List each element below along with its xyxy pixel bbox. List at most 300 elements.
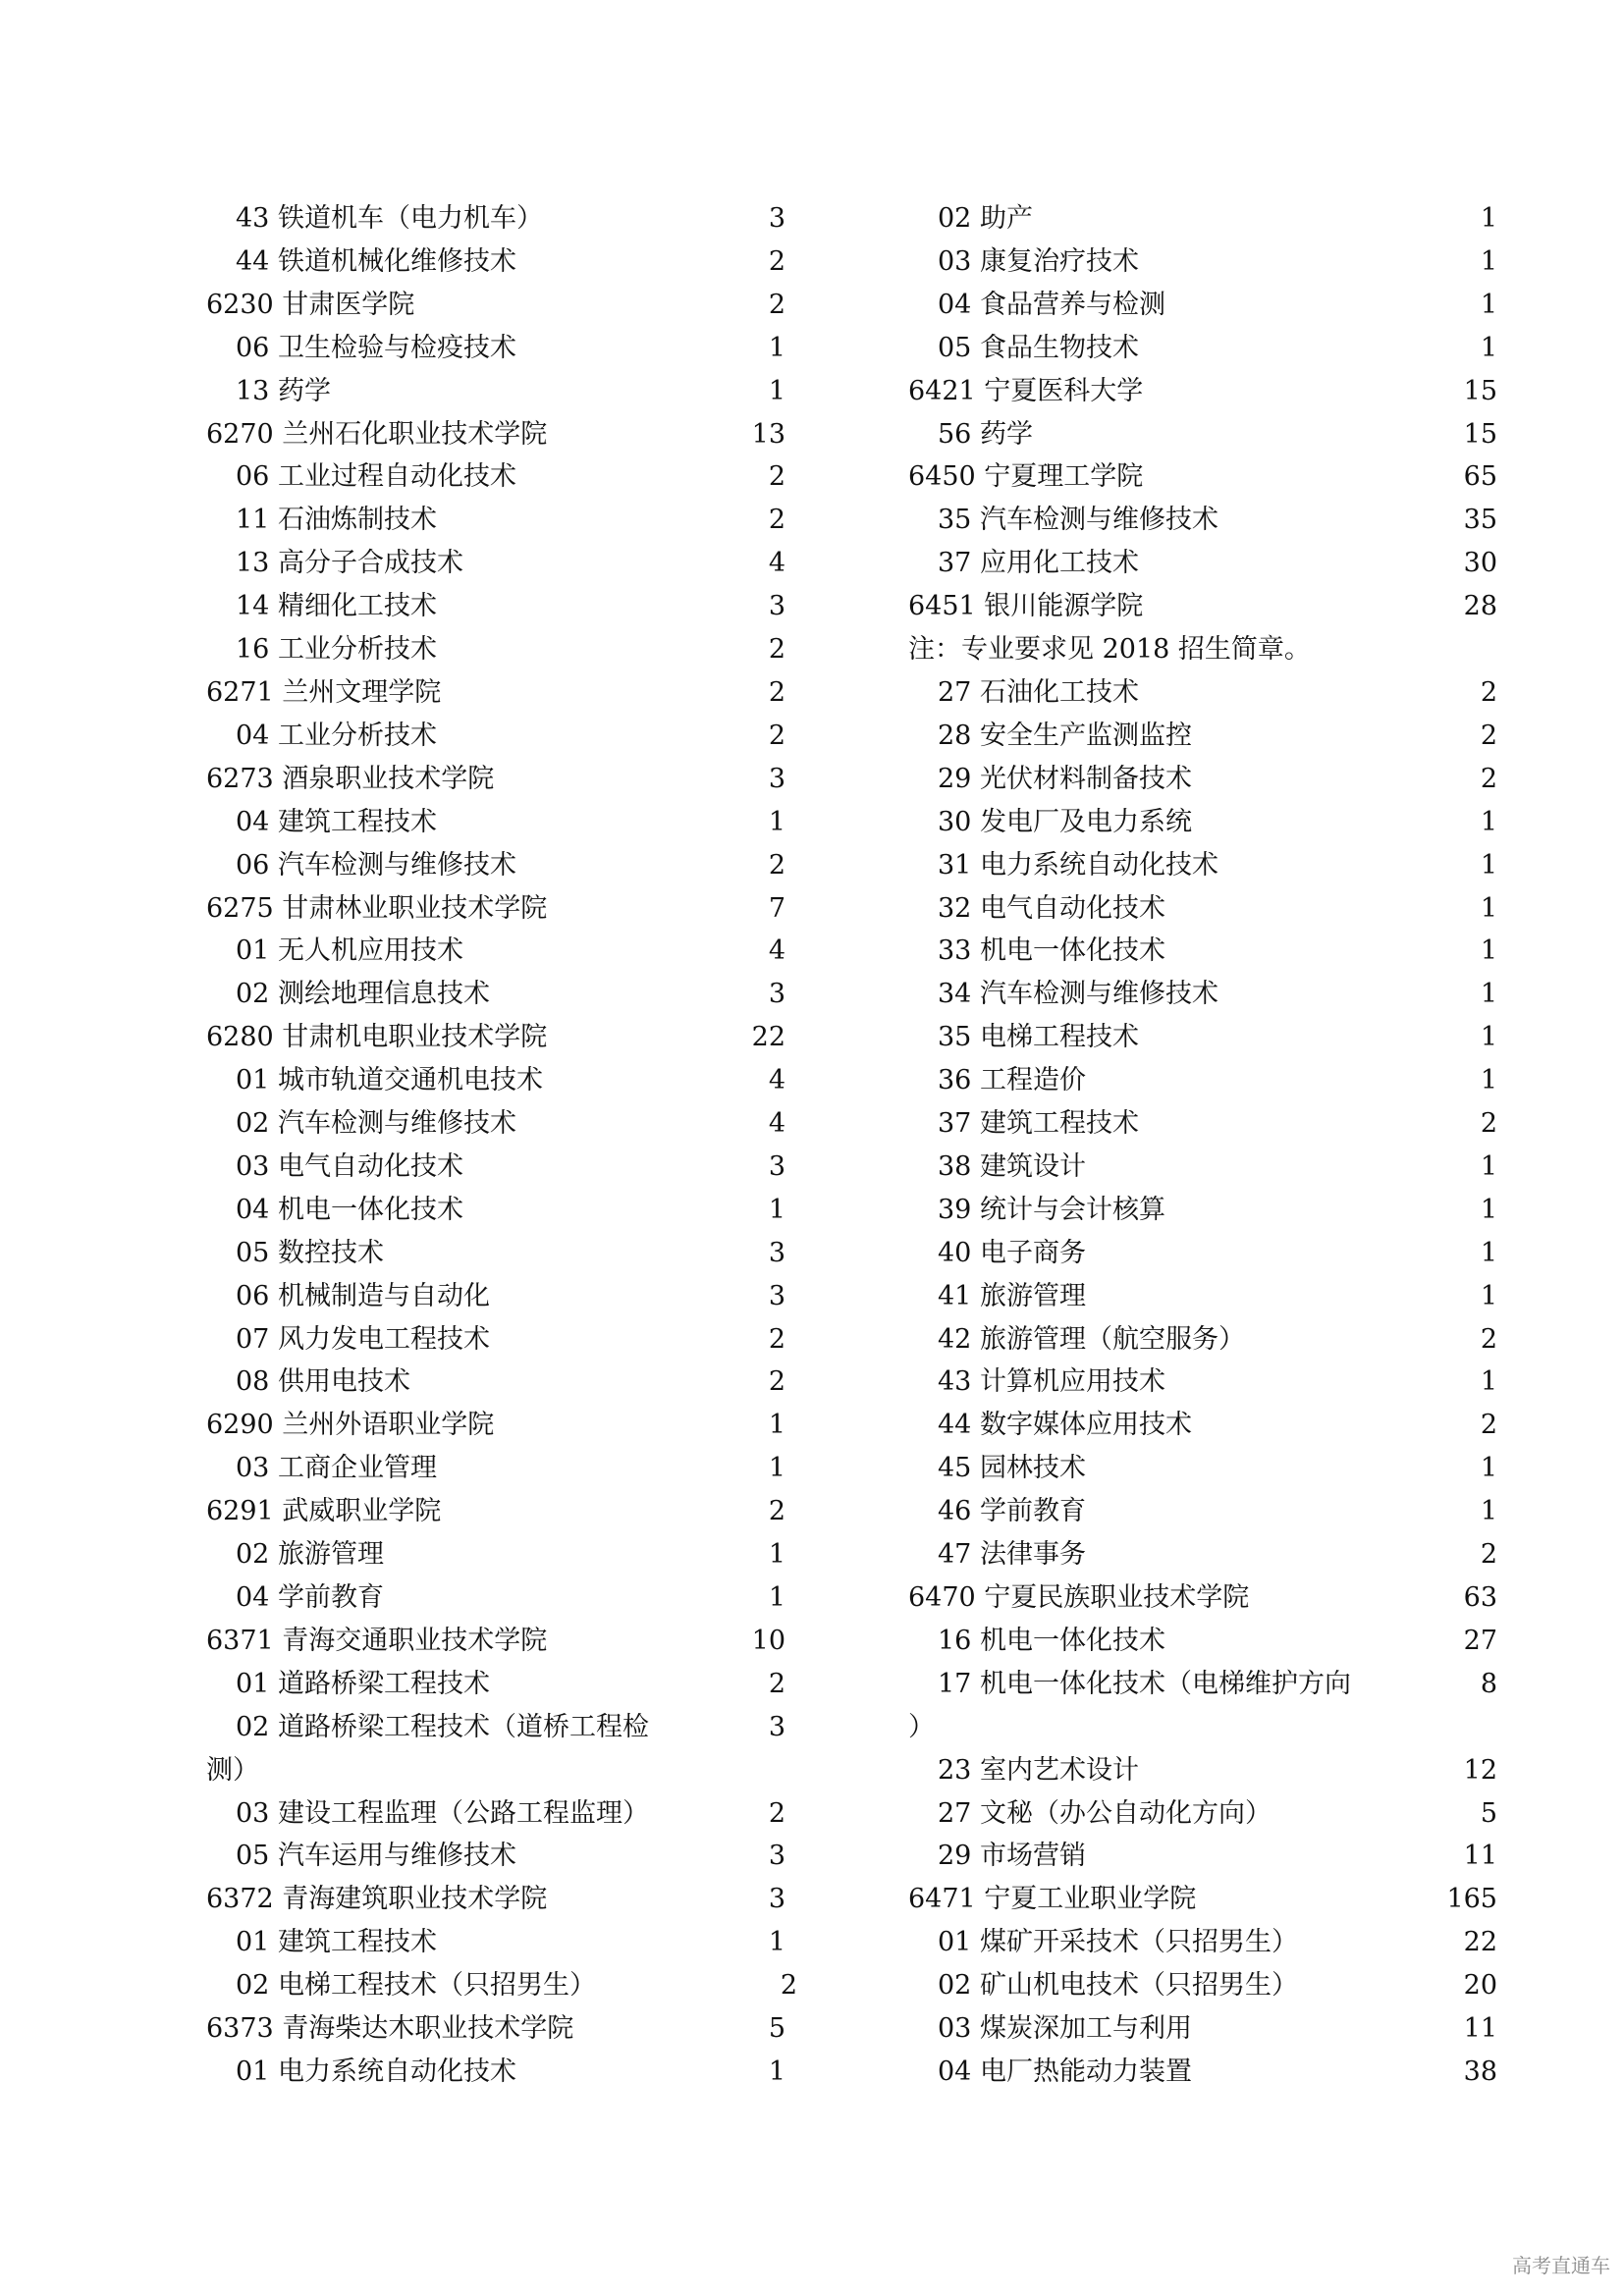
row-label <box>206 1663 717 1706</box>
row-label-line: 01 电力系统自动化技术 <box>236 2056 516 2087</box>
major-row <box>206 499 785 542</box>
institution-row <box>206 758 785 801</box>
major-row <box>206 1964 797 2007</box>
row-count: 1 <box>768 806 785 837</box>
row-label-line: 03 工商企业管理 <box>236 1453 437 1484</box>
row-label-line: 16 工业分析技术 <box>236 634 437 666</box>
row-label <box>206 1318 717 1362</box>
row-count: 27 <box>1463 1625 1497 1656</box>
row-label <box>206 197 717 240</box>
row-count: 1 <box>1480 935 1497 967</box>
row-count: 1 <box>1480 849 1497 881</box>
institution-row <box>206 284 785 327</box>
row-label-line: 23 室内艺术设计 <box>938 1754 1139 1786</box>
right-column <box>908 197 1497 2094</box>
row-label <box>908 1663 1429 1749</box>
major-row <box>206 1447 785 1490</box>
major-row <box>206 1533 785 1576</box>
row-label <box>908 1576 1429 1620</box>
major-row <box>908 1533 1497 1576</box>
row-count: 4 <box>768 935 785 967</box>
row-label-line: 41 旅游管理 <box>938 1280 1086 1311</box>
row-label <box>908 1749 1429 1792</box>
row-label-line: 6450 宁夏理工学院 <box>908 461 1144 493</box>
left-column <box>206 197 797 2094</box>
row-label <box>206 284 717 327</box>
row-count: 1 <box>1480 1065 1497 1096</box>
row-count: 2 <box>768 634 785 666</box>
row-count: 15 <box>1463 375 1497 406</box>
row-label-line: 38 建筑设计 <box>938 1150 1086 1182</box>
row-count: 1 <box>1480 1496 1497 1527</box>
row-label <box>206 240 717 284</box>
row-label <box>908 370 1429 413</box>
row-label-line: 07 风力发电工程技术 <box>236 1323 490 1355</box>
note-row <box>908 628 1497 671</box>
row-label <box>908 2051 1429 2094</box>
institution-row <box>206 1878 785 1921</box>
row-count: 1 <box>1480 1237 1497 1268</box>
row-count: 3 <box>768 591 785 622</box>
major-row <box>206 2051 785 2094</box>
major-row <box>908 1490 1497 1533</box>
major-row <box>908 542 1497 585</box>
row-count: 2 <box>768 849 785 881</box>
row-label-line: 02 助产 <box>938 203 1033 234</box>
major-row <box>908 1620 1497 1663</box>
row-label-line: 01 煤矿开采技术（只招男生） <box>938 1927 1298 1958</box>
major-row <box>908 1749 1497 1792</box>
row-label-line: 6371 青海交通职业技术学院 <box>206 1625 548 1656</box>
row-label <box>908 801 1429 844</box>
row-label <box>206 370 717 413</box>
row-count: 7 <box>768 892 785 924</box>
major-row <box>206 1275 785 1318</box>
major-row <box>206 973 785 1016</box>
row-label-line: 04 工业分析技术 <box>236 720 437 751</box>
row-label-line: 36 工程造价 <box>938 1065 1086 1096</box>
row-label-line: 04 电厂热能动力装置 <box>938 2056 1192 2087</box>
row-count: 3 <box>768 763 785 794</box>
row-label <box>206 1016 717 1059</box>
row-count: 1 <box>1480 289 1497 320</box>
row-label-line: 02 电梯工程技术（只招男生） <box>236 1970 596 2002</box>
row-label <box>908 1792 1429 1836</box>
row-count: 165 <box>1446 1884 1497 1915</box>
row-label-line: 05 食品生物技术 <box>938 332 1139 363</box>
row-label-line: 37 建筑工程技术 <box>938 1108 1139 1140</box>
row-label-line: 02 矿山机电技术（只招男生） <box>938 1970 1298 2002</box>
institution-row <box>908 370 1497 413</box>
row-label <box>206 1361 717 1404</box>
row-label <box>206 1620 717 1663</box>
row-count: 1 <box>768 1539 785 1571</box>
row-label <box>908 1964 1429 2007</box>
row-count: 30 <box>1463 548 1497 579</box>
row-count: 2 <box>768 1496 785 1527</box>
row-label <box>908 628 1429 671</box>
institution-row <box>206 1620 785 1663</box>
row-count: 1 <box>1480 979 1497 1010</box>
row-label-line: 注：专业要求见 2018 招生简章。 <box>908 634 1311 666</box>
row-label <box>206 1232 717 1275</box>
row-label <box>206 585 717 628</box>
row-label <box>908 1189 1429 1232</box>
row-label <box>908 2007 1429 2051</box>
major-row <box>206 1663 785 1706</box>
row-label-line: 27 文秘（办公自动化方向） <box>938 1797 1272 1829</box>
row-label-line: 33 机电一体化技术 <box>938 935 1165 967</box>
row-label-line: 08 供用电技术 <box>236 1366 410 1398</box>
row-count: 1 <box>1480 1194 1497 1225</box>
major-row <box>206 1792 785 1836</box>
row-label-line: 6271 兰州文理学院 <box>206 676 442 708</box>
institution-row <box>206 2007 785 2051</box>
row-label-line: 6373 青海柴达木职业技术学院 <box>206 2013 574 2045</box>
row-label-line: 56 药学 <box>938 418 1033 450</box>
row-label-line: 6290 兰州外语职业学院 <box>206 1410 495 1441</box>
row-count: 1 <box>1480 332 1497 363</box>
major-row <box>908 1921 1497 1964</box>
row-label-line: 42 旅游管理（航空服务） <box>938 1323 1245 1355</box>
row-label-line: 44 数字媒体应用技术 <box>938 1410 1192 1441</box>
row-label-line: 40 电子商务 <box>938 1237 1086 1268</box>
major-row <box>908 1792 1497 1836</box>
row-label <box>908 758 1429 801</box>
row-count: 4 <box>768 548 785 579</box>
row-label-continuation: 测） <box>206 1754 259 1786</box>
row-count: 3 <box>768 1884 785 1915</box>
row-count: 2 <box>768 676 785 708</box>
major-row <box>908 844 1497 887</box>
row-label-continuation: ） <box>908 1711 935 1742</box>
row-label-line: 06 卫生检验与检疫技术 <box>236 332 516 363</box>
row-label <box>206 628 717 671</box>
row-label <box>908 1835 1429 1878</box>
major-row <box>206 628 785 671</box>
watermark: 高考直通车 <box>1512 2254 1610 2277</box>
major-row <box>908 1404 1497 1447</box>
major-row <box>908 1964 1497 2007</box>
major-row <box>206 1921 785 1964</box>
row-label <box>908 887 1429 931</box>
row-count: 22 <box>1463 1927 1497 1958</box>
institution-row <box>908 585 1497 628</box>
row-label <box>908 240 1429 284</box>
row-label <box>908 1146 1429 1189</box>
row-count: 3 <box>768 1711 785 1742</box>
row-label-line: 29 市场营销 <box>938 1841 1086 1872</box>
row-label-line: 32 电气自动化技术 <box>938 892 1165 924</box>
row-count: 2 <box>768 245 785 277</box>
major-row <box>908 499 1497 542</box>
row-label <box>908 1620 1429 1663</box>
major-row <box>908 327 1497 370</box>
row-label-line: 47 法律事务 <box>938 1539 1086 1571</box>
row-count: 2 <box>768 1323 785 1355</box>
row-label <box>206 1490 717 1533</box>
row-label <box>908 499 1429 542</box>
major-row <box>908 715 1497 758</box>
major-row <box>908 1361 1497 1404</box>
row-label-line: 6280 甘肃机电职业技术学院 <box>206 1022 548 1053</box>
row-count: 1 <box>768 1453 785 1484</box>
institution-row <box>206 413 785 456</box>
row-count: 28 <box>1463 591 1497 622</box>
row-label-line: 14 精细化工技术 <box>236 591 437 622</box>
row-label-line: 16 机电一体化技术 <box>938 1625 1165 1656</box>
row-label <box>908 197 1429 240</box>
major-row <box>908 2007 1497 2051</box>
row-label <box>206 887 717 931</box>
major-row <box>206 240 785 284</box>
major-row <box>206 930 785 973</box>
row-label <box>908 1361 1429 1404</box>
row-count: 2 <box>768 720 785 751</box>
row-label-line: 02 测绘地理信息技术 <box>236 979 490 1010</box>
row-count: 65 <box>1463 461 1497 493</box>
row-label-line: 6291 武威职业学院 <box>206 1496 442 1527</box>
major-row <box>908 801 1497 844</box>
row-label-line: 39 统计与会计核算 <box>938 1194 1165 1225</box>
row-count: 2 <box>1480 1108 1497 1140</box>
major-row <box>206 1576 785 1620</box>
major-row <box>206 1361 785 1404</box>
row-label-line: 01 无人机应用技术 <box>236 935 463 967</box>
row-label-line: 6470 宁夏民族职业技术学院 <box>908 1582 1250 1613</box>
row-count: 1 <box>768 2056 785 2087</box>
row-label <box>908 327 1429 370</box>
row-count: 2 <box>768 505 785 536</box>
row-label <box>206 1964 717 2007</box>
major-row <box>908 197 1497 240</box>
row-label <box>206 801 717 844</box>
row-label-line: 27 石油化工技术 <box>938 676 1139 708</box>
major-row <box>908 887 1497 931</box>
row-label-line: 35 电梯工程技术 <box>938 1022 1139 1053</box>
row-count: 2 <box>768 289 785 320</box>
row-label <box>908 671 1429 715</box>
row-label <box>908 715 1429 758</box>
row-count: 4 <box>768 1065 785 1096</box>
row-label-line: 6471 宁夏工业职业学院 <box>908 1884 1197 1915</box>
major-row <box>908 1275 1497 1318</box>
row-label <box>206 1576 717 1620</box>
row-count: 1 <box>1480 892 1497 924</box>
row-label <box>206 413 717 456</box>
major-row <box>908 1663 1497 1749</box>
institution-row <box>206 1490 785 1533</box>
row-label-line: 01 道路桥梁工程技术 <box>236 1668 490 1699</box>
row-label-line: 43 铁道机车（电力机车） <box>236 203 543 234</box>
major-row <box>908 973 1497 1016</box>
row-count: 1 <box>1480 203 1497 234</box>
row-count: 2 <box>1480 1539 1497 1571</box>
row-label-line: 29 光伏材料制备技术 <box>938 763 1192 794</box>
major-row <box>206 370 785 413</box>
row-label-line: 02 汽车检测与维修技术 <box>236 1108 516 1140</box>
major-row <box>908 1318 1497 1362</box>
row-label-line: 43 计算机应用技术 <box>938 1366 1165 1398</box>
major-row <box>206 327 785 370</box>
row-label-line: 03 康复治疗技术 <box>938 245 1139 277</box>
row-label <box>206 327 717 370</box>
row-label <box>206 715 717 758</box>
row-label <box>206 1835 717 1878</box>
row-count: 1 <box>1480 1022 1497 1053</box>
row-label <box>206 1706 717 1792</box>
major-row <box>908 240 1497 284</box>
row-label <box>908 585 1429 628</box>
major-row <box>206 197 785 240</box>
major-row <box>206 1835 785 1878</box>
row-count: 20 <box>1463 1970 1497 2002</box>
row-label <box>908 973 1429 1016</box>
institution-row <box>908 455 1497 499</box>
row-count: 3 <box>768 1841 785 1872</box>
row-label <box>908 1490 1429 1533</box>
row-label <box>908 1059 1429 1102</box>
row-count: 1 <box>1480 1453 1497 1484</box>
major-row <box>908 1102 1497 1146</box>
row-count: 1 <box>1480 1150 1497 1182</box>
row-label <box>206 1102 717 1146</box>
row-count: 2 <box>1480 720 1497 751</box>
row-label <box>908 284 1429 327</box>
row-label <box>908 930 1429 973</box>
row-label <box>206 1533 717 1576</box>
row-count: 1 <box>768 332 785 363</box>
major-row <box>908 1232 1497 1275</box>
row-label <box>206 2051 717 2094</box>
row-label-line: 6270 兰州石化职业技术学院 <box>206 418 548 450</box>
major-row <box>206 844 785 887</box>
row-count: 15 <box>1463 418 1497 450</box>
row-label-line: 28 安全生产监测监控 <box>938 720 1192 751</box>
row-label <box>206 758 717 801</box>
row-count: 5 <box>768 2013 785 2045</box>
row-label <box>206 1146 717 1189</box>
row-count: 5 <box>1480 1797 1497 1829</box>
row-label <box>908 1404 1429 1447</box>
row-label <box>206 542 717 585</box>
row-label <box>206 1792 717 1836</box>
major-row <box>206 1706 785 1792</box>
row-label-line: 44 铁道机械化维修技术 <box>236 245 516 277</box>
major-row <box>206 1059 785 1102</box>
row-label-line: 30 发电厂及电力系统 <box>938 806 1192 837</box>
major-row <box>908 930 1497 973</box>
row-count: 1 <box>768 1410 785 1441</box>
row-label-line: 02 道路桥梁工程技术（道桥工程检 <box>236 1711 649 1742</box>
row-label-line: 45 园林技术 <box>938 1453 1086 1484</box>
row-count: 63 <box>1463 1582 1497 1613</box>
row-label <box>908 844 1429 887</box>
row-label-line: 6421 宁夏医科大学 <box>908 375 1144 406</box>
row-label <box>206 1059 717 1102</box>
major-row <box>206 801 785 844</box>
row-label-line: 31 电力系统自动化技术 <box>938 849 1218 881</box>
row-label <box>908 1275 1429 1318</box>
row-label-line: 05 数控技术 <box>236 1237 384 1268</box>
major-row <box>908 758 1497 801</box>
row-label <box>206 1878 717 1921</box>
major-row <box>206 715 785 758</box>
institution-row <box>206 671 785 715</box>
row-label-line: 02 旅游管理 <box>236 1539 384 1571</box>
row-count: 22 <box>751 1022 785 1053</box>
row-count: 1 <box>768 1582 785 1613</box>
row-count: 2 <box>768 461 785 493</box>
row-count: 3 <box>768 1150 785 1182</box>
major-row <box>908 1146 1497 1189</box>
row-count: 2 <box>1480 676 1497 708</box>
major-row <box>206 1318 785 1362</box>
row-count: 10 <box>751 1625 785 1656</box>
row-count: 1 <box>1480 806 1497 837</box>
row-label <box>206 1404 717 1447</box>
row-label <box>206 1921 717 1964</box>
row-count: 35 <box>1463 505 1497 536</box>
major-row <box>206 542 785 585</box>
row-label-line: 06 汽车检测与维修技术 <box>236 849 516 881</box>
row-label <box>908 1533 1429 1576</box>
row-count: 1 <box>768 375 785 406</box>
institution-row <box>908 1576 1497 1620</box>
row-label-line: 11 石油炼制技术 <box>236 505 437 536</box>
row-count: 13 <box>751 418 785 450</box>
row-label <box>908 1878 1429 1921</box>
row-count: 1 <box>1480 1366 1497 1398</box>
row-label <box>206 973 717 1016</box>
row-label-line: 03 建设工程监理（公路工程监理） <box>236 1797 649 1829</box>
row-count: 2 <box>768 1797 785 1829</box>
row-label-line: 6451 银川能源学院 <box>908 591 1144 622</box>
major-row <box>908 413 1497 456</box>
major-row <box>206 1146 785 1189</box>
row-label <box>206 1189 717 1232</box>
row-count: 2 <box>780 1970 797 2002</box>
row-label-line: 04 食品营养与检测 <box>938 289 1165 320</box>
row-label <box>206 455 717 499</box>
institution-row <box>206 887 785 931</box>
row-count: 2 <box>1480 1323 1497 1355</box>
row-label-line: 04 建筑工程技术 <box>236 806 437 837</box>
row-label-line: 17 机电一体化技术（电梯维护方向 <box>938 1668 1351 1699</box>
row-count: 1 <box>768 1927 785 1958</box>
row-label-line: 01 建筑工程技术 <box>236 1927 437 1958</box>
major-row <box>908 1447 1497 1490</box>
major-row <box>908 1016 1497 1059</box>
row-label-line: 04 学前教育 <box>236 1582 384 1613</box>
row-count: 4 <box>768 1108 785 1140</box>
major-row <box>908 1059 1497 1102</box>
row-label <box>908 455 1429 499</box>
row-count: 11 <box>1463 2013 1497 2045</box>
row-label <box>908 1318 1429 1362</box>
major-row <box>206 585 785 628</box>
row-label <box>206 1447 717 1490</box>
row-label <box>908 1016 1429 1059</box>
major-row <box>908 1835 1497 1878</box>
row-count: 12 <box>1463 1754 1497 1786</box>
row-label <box>206 671 717 715</box>
row-label <box>206 499 717 542</box>
row-label <box>908 1447 1429 1490</box>
major-row <box>908 2051 1497 2094</box>
institution-row <box>206 1404 785 1447</box>
institution-row <box>908 1878 1497 1921</box>
